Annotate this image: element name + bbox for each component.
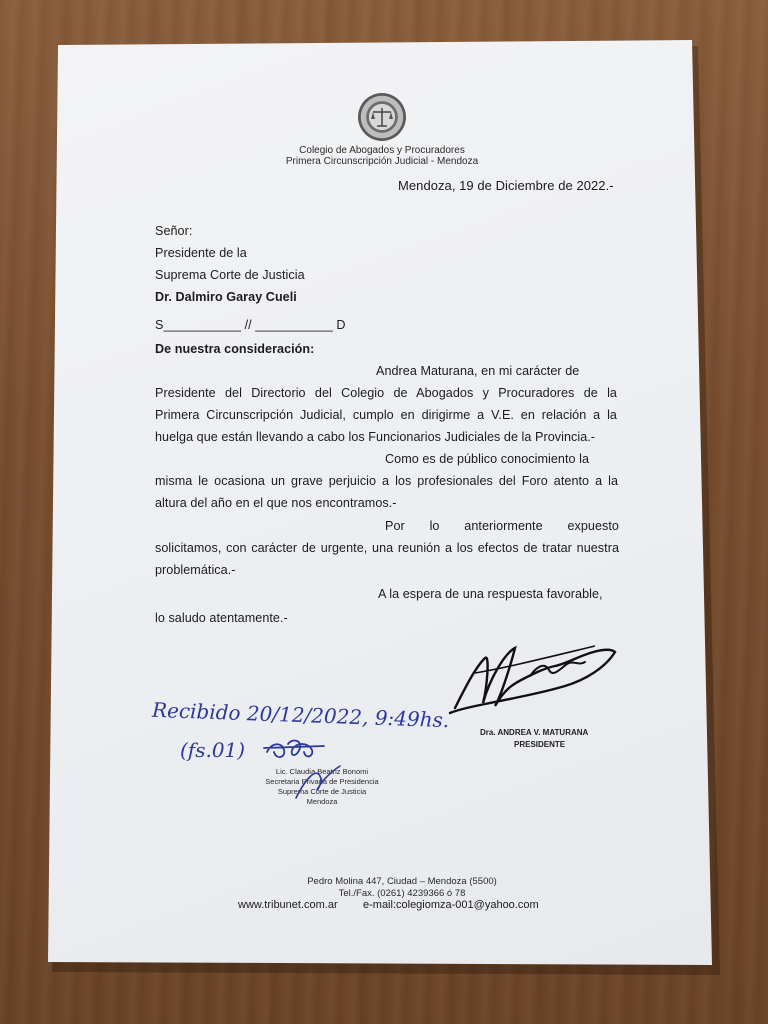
paragraph-line: huelga que están llevando a cabo los Funcionarios Judiciales de la Provincia.- — [155, 430, 596, 444]
addressee-name: Dr. Dalmiro Garay Cueli — [155, 290, 297, 304]
paragraph-line: Por lo anteriormente expuesto — [385, 519, 619, 533]
received-note: Recibido 20/12/2022, 9:49hs. — [151, 697, 450, 733]
handwritten-signature-icon — [445, 628, 625, 728]
signatory-title: PRESIDENTE — [514, 740, 566, 749]
paragraph-line: Primera Circunscripción Judicial, cumplo en dirigirme a V.E. en relación a la — [155, 408, 617, 422]
paragraph-line: Presidente del Directorio del Colegio de Abogados y Procuradores de la — [155, 386, 617, 400]
stamp-line: Suprema Corte de Justicia — [277, 787, 367, 796]
letter-date: Mendoza, 19 de Diciembre de 2022.- — [398, 178, 614, 193]
footer-phone: Tel./Fax. (0261) 4239366 ó 78 — [338, 888, 466, 899]
paragraph-line: problemática.- — [155, 563, 236, 577]
paragraph-line: misma le ocasiona un grave perjuicio a los profesionales del Foro atento a la — [155, 474, 618, 488]
stamp-signature-icon — [288, 758, 348, 808]
org-jurisdiction: Primera Circunscripción Judicial - Mendoza — [285, 156, 479, 167]
salutation: De nuestra consideración: — [155, 342, 315, 356]
signatory-name: Dra. ANDREA V. MATURANA — [480, 728, 589, 737]
college-seal-icon — [358, 93, 406, 141]
stamp-line: Lic. Claudia Beatriz Bonomi — [275, 767, 369, 776]
paragraph-line: solicitamos, con carácter de urgente, una reunión a los efectos de tratar nuestra — [155, 541, 619, 555]
org-name: Colegio de Abogados y Procuradores — [299, 145, 465, 156]
footer-email: e-mail:colegiomza-001@yahoo.com — [363, 899, 539, 911]
addressee-line: Señor: — [155, 224, 193, 238]
stamp-line: Mendoza — [306, 797, 338, 806]
footer-address: Pedro Molina 447, Ciudad – Mendoza (5500) — [307, 876, 497, 887]
footer-website: www.tribunet.com.ar — [238, 899, 338, 911]
sd-line: S___________ // ___________ D — [155, 318, 346, 332]
closing-line: A la espera de una respuesta favorable, — [378, 587, 603, 601]
closing-line: lo saludo atentamente.- — [155, 611, 288, 625]
paragraph-line: Como es de público conocimiento la — [385, 452, 590, 466]
addressee-line: Suprema Corte de Justicia — [155, 268, 305, 282]
paragraph-line: altura del año en el que nos encontramos.- — [155, 496, 397, 510]
addressee-line: Presidente de la — [155, 246, 247, 260]
folio-note: (fs.01) — [180, 738, 246, 762]
stamp-line: Secretaria Privada de Presidencia — [265, 777, 379, 786]
paragraph-line: Andrea Maturana, en mi carácter de — [376, 364, 580, 378]
